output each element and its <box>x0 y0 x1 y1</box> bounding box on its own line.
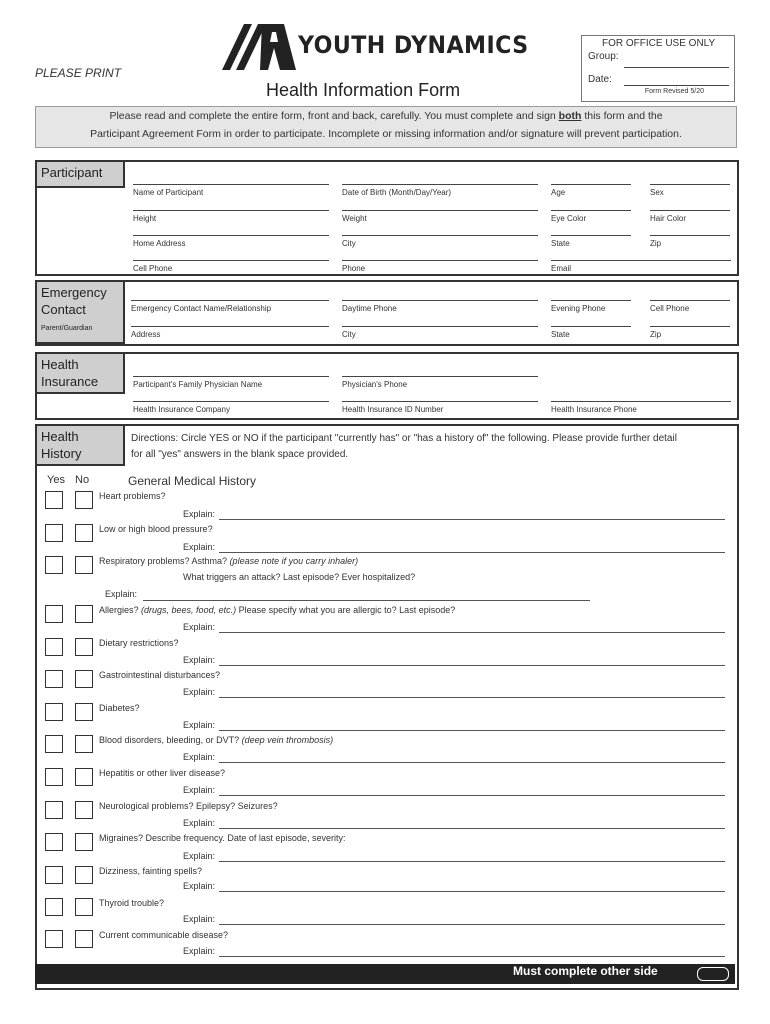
turn-page-icon <box>697 967 729 981</box>
history-question: Low or high blood pressure? <box>99 524 213 534</box>
form-title: Health Information Form <box>266 80 461 100</box>
footer-text: Must complete other side <box>513 964 658 978</box>
yes-checkbox[interactable] <box>45 638 63 656</box>
explain-label: Explain: <box>183 818 216 828</box>
no-checkbox[interactable] <box>75 768 93 786</box>
history-question: Heart problems? <box>99 491 166 501</box>
asthma-followup-question: What triggers an attack? Last episode? Ever hospitalized? <box>183 572 416 582</box>
emergency-state-field[interactable]: State <box>551 326 631 339</box>
history-question: Neurological problems? Epilepsy? Seizures? <box>99 801 278 811</box>
emergency-tag-label-1: Emergency <box>41 285 107 300</box>
no-checkbox[interactable] <box>75 524 93 542</box>
emergency-zip-field[interactable]: Zip <box>650 326 730 339</box>
group-input-line[interactable] <box>624 67 729 68</box>
age-field[interactable]: Age <box>551 184 631 197</box>
no-checkbox[interactable] <box>75 930 93 948</box>
explain-line[interactable] <box>219 665 725 666</box>
no-checkbox[interactable] <box>75 801 93 819</box>
explain-label: Explain: <box>105 589 138 599</box>
insurance-tag <box>37 354 125 394</box>
history-question: Blood disorders, bleeding, or DVT? (deep vein thrombosis) <box>99 735 334 745</box>
participant-tag <box>37 162 125 188</box>
history-question: Hepatitis or other liver disease? <box>99 768 226 778</box>
explain-line[interactable] <box>219 924 725 925</box>
explain-line[interactable] <box>219 632 725 633</box>
office-use-box <box>581 35 735 102</box>
explain-label: Explain: <box>183 542 216 552</box>
explain-label: Explain: <box>183 509 216 519</box>
history-question: Dietary restrictions? <box>99 638 179 648</box>
notice-bold: both <box>558 110 582 122</box>
explain-label: Explain: <box>183 881 216 891</box>
insurance-tag-label-1: Health <box>41 357 79 372</box>
notice-text-line2: Participant Agreement Form in order to participate. Incomplete or missing information and/or signature will prevent participation. <box>90 128 682 140</box>
emergency-tag-sub: Parent/Guardian <box>41 325 93 332</box>
explain-line[interactable] <box>219 519 725 520</box>
explain-label: Explain: <box>183 720 216 730</box>
home-address-field[interactable]: Home Address <box>133 235 329 248</box>
please-print-note: PLEASE PRINT <box>35 66 122 80</box>
explain-label: Explain: <box>183 785 216 795</box>
hair-color-field[interactable]: Hair Color <box>650 210 730 223</box>
insurance-company-field[interactable]: Health Insurance Company <box>133 401 329 414</box>
explain-label: Explain: <box>183 914 216 924</box>
history-tag-label-2: History <box>41 446 82 461</box>
emergency-tag <box>37 282 125 344</box>
explain-line[interactable] <box>219 730 725 731</box>
history-question: Dizziness, fainting spells? <box>99 866 203 876</box>
explain-line[interactable] <box>219 762 725 763</box>
explain-line[interactable] <box>219 891 725 892</box>
height-field[interactable]: Height <box>133 210 329 223</box>
no-checkbox[interactable] <box>75 735 93 753</box>
brand-name: YOUTH DYNAMICS <box>298 31 529 59</box>
history-tag-label-1: Health <box>41 429 79 444</box>
notice-text-a: Please read and complete the entire form, front and back, carefully. You must complete and sign <box>109 110 559 122</box>
health-insurance-section <box>35 352 739 420</box>
email-field[interactable]: Email <box>551 260 731 273</box>
state-field[interactable]: State <box>551 235 631 248</box>
no-checkbox[interactable] <box>75 605 93 623</box>
history-tag <box>37 426 125 466</box>
date-label: Date: <box>588 74 612 85</box>
participant-tag-label: Participant <box>41 165 103 180</box>
explain-line[interactable] <box>143 600 590 601</box>
footer-bar <box>35 964 735 984</box>
explain-label: Explain: <box>183 622 216 632</box>
explain-label: Explain: <box>183 946 216 956</box>
emergency-address-field[interactable]: Address <box>131 326 329 339</box>
yes-checkbox[interactable] <box>45 833 63 851</box>
emergency-cell-field[interactable]: Cell Phone <box>650 300 730 313</box>
instructions-notice <box>35 106 737 148</box>
weight-field[interactable]: Weight <box>342 210 538 223</box>
dob-field[interactable]: Date of Birth (Month/Day/Year) <box>342 184 538 197</box>
history-question: Respiratory problems? Asthma? (please note if you carry inhaler) <box>99 556 359 566</box>
history-question: Current communicable disease? <box>99 930 229 940</box>
office-use-title: FOR OFFICE USE ONLY <box>602 38 716 49</box>
yes-checkbox[interactable] <box>45 670 63 688</box>
no-checkbox[interactable] <box>75 638 93 656</box>
emergency-tag-label-2: Contact <box>41 302 86 317</box>
explain-line[interactable] <box>219 552 725 553</box>
sex-field[interactable]: Sex <box>650 184 730 197</box>
insurance-phone-field[interactable]: Health Insurance Phone <box>551 401 731 414</box>
eye-color-field[interactable]: Eye Color <box>551 210 631 223</box>
insurance-id-field[interactable]: Health Insurance ID Number <box>342 401 538 414</box>
history-question: Allergies? (drugs, bees, food, etc.) Please specify what you are allergic to? Last episode? <box>99 605 456 615</box>
emergency-contact-section <box>35 280 739 346</box>
yes-checkbox[interactable] <box>45 866 63 884</box>
group-label: Group: <box>588 51 619 62</box>
yes-checkbox[interactable] <box>45 735 63 753</box>
notice-text-b: this form and the <box>581 110 663 122</box>
zip-field[interactable]: Zip <box>650 235 730 248</box>
explain-line[interactable] <box>219 861 725 862</box>
yes-checkbox[interactable] <box>45 768 63 786</box>
directions-line-2: for all "yes" answers in the blank space provided. <box>131 449 349 460</box>
general-medical-history-heading: General Medical History <box>128 474 257 488</box>
physician-phone-field[interactable]: Physician's Phone <box>342 376 538 389</box>
yes-checkbox[interactable] <box>45 898 63 916</box>
yes-checkbox[interactable] <box>45 801 63 819</box>
yes-checkbox[interactable] <box>45 930 63 948</box>
directions-line-1: Directions: Circle YES or NO if the participant "currently has" or "has a history of" the following. Please provide further detail <box>131 433 677 444</box>
yes-column-header: Yes <box>47 474 65 486</box>
history-directions <box>131 431 721 463</box>
no-checkbox[interactable] <box>75 491 93 509</box>
cell-phone-field[interactable]: Cell Phone <box>133 260 329 273</box>
explain-label: Explain: <box>183 851 216 861</box>
explain-line[interactable] <box>219 697 725 698</box>
history-question: Gastrointestinal disturbances? <box>99 670 221 680</box>
no-checkbox[interactable] <box>75 898 93 916</box>
explain-line[interactable] <box>219 956 725 957</box>
yes-checkbox[interactable] <box>45 605 63 623</box>
explain-label: Explain: <box>183 687 216 697</box>
yes-checkbox[interactable] <box>45 703 63 721</box>
history-question: Thyroid trouble? <box>99 898 165 908</box>
daytime-phone-field[interactable]: Daytime Phone <box>342 300 538 313</box>
explain-line[interactable] <box>219 828 725 829</box>
emergency-name-field[interactable]: Emergency Contact Name/Relationship <box>131 300 329 313</box>
emergency-city-field[interactable]: City <box>342 326 538 339</box>
phone-field[interactable]: Phone <box>342 260 538 273</box>
explain-label: Explain: <box>183 655 216 665</box>
evening-phone-field[interactable]: Evening Phone <box>551 300 631 313</box>
yes-checkbox[interactable] <box>45 491 63 509</box>
no-checkbox[interactable] <box>75 703 93 721</box>
no-checkbox[interactable] <box>75 556 93 574</box>
yes-checkbox[interactable] <box>45 556 63 574</box>
yes-checkbox[interactable] <box>45 524 63 542</box>
form-revised: Form Revised 5/20 <box>644 88 704 95</box>
participant-name-field[interactable]: Name of Participant <box>133 184 329 197</box>
city-field[interactable]: City <box>342 235 538 248</box>
insurance-tag-label-2: Insurance <box>41 374 99 389</box>
explain-label: Explain: <box>183 752 216 762</box>
history-question: Migraines? Describe frequency. Date of last episode, severity: <box>99 833 346 843</box>
participant-section <box>35 160 739 276</box>
no-checkbox[interactable] <box>75 866 93 884</box>
history-question: Diabetes? <box>99 703 140 713</box>
explain-line[interactable] <box>219 795 725 796</box>
physician-name-field[interactable]: Participant's Family Physician Name <box>133 376 329 389</box>
no-checkbox[interactable] <box>75 833 93 851</box>
no-checkbox[interactable] <box>75 670 93 688</box>
date-input-line[interactable] <box>624 85 729 86</box>
no-column-header: No <box>75 474 90 486</box>
